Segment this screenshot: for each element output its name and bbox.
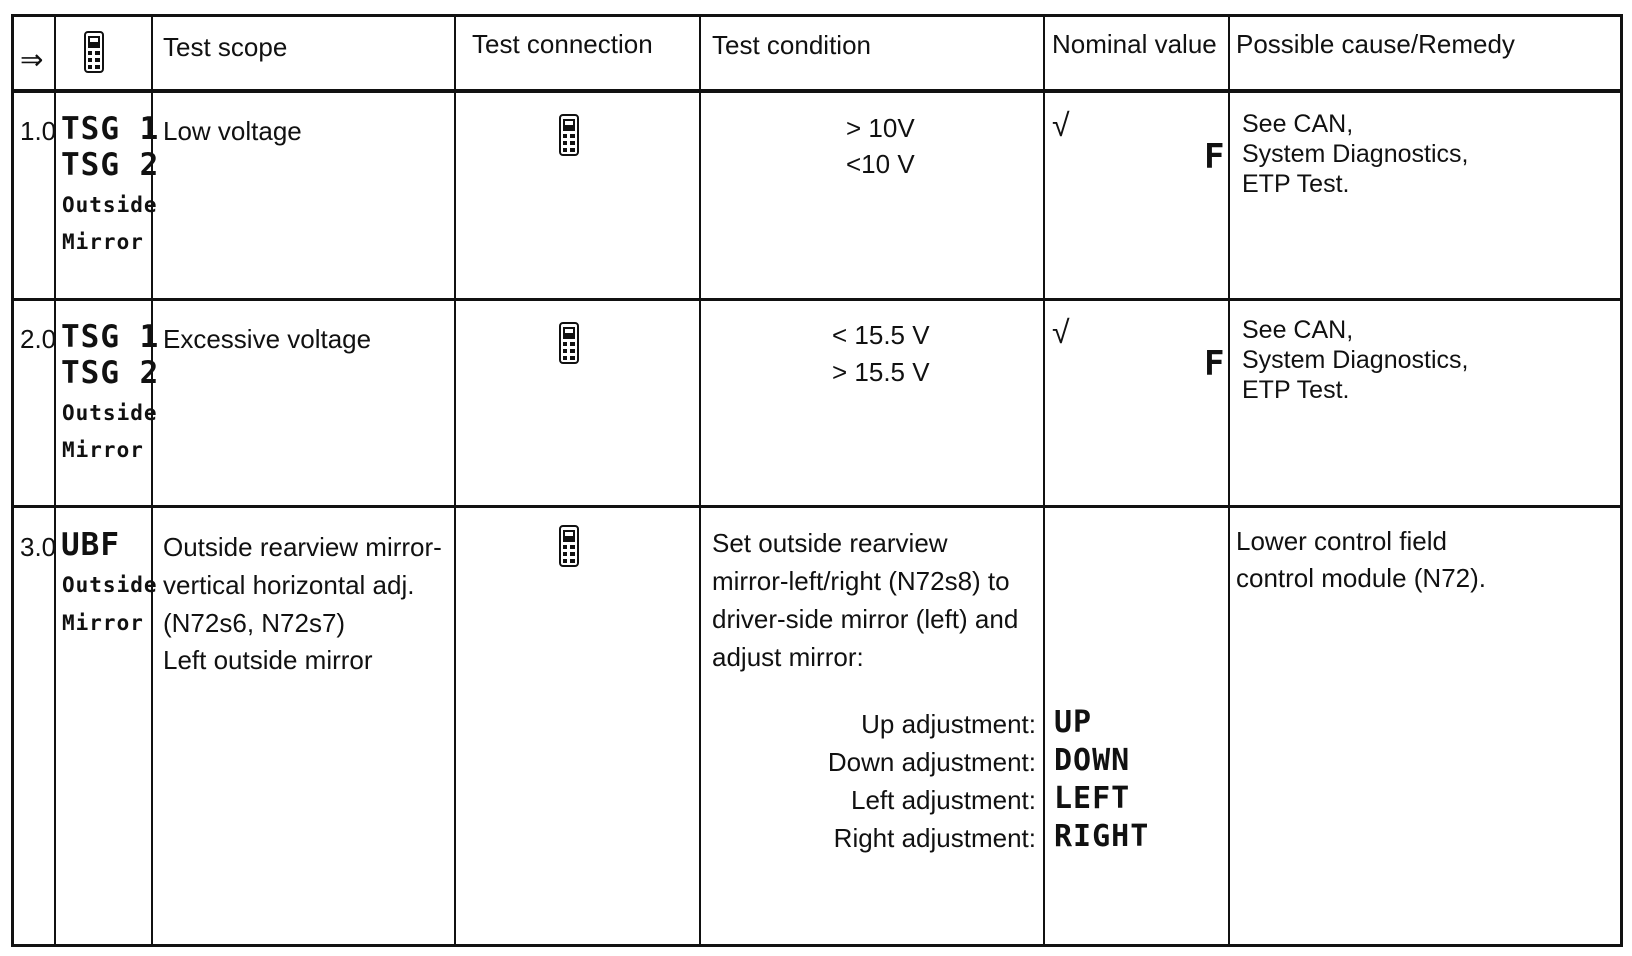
row-number: 1.0 bbox=[20, 116, 57, 146]
test-scope: Excessive voltage bbox=[163, 324, 372, 354]
remedy-line: System Diagnostics, bbox=[1242, 346, 1469, 374]
header-arrow: ⇒ bbox=[20, 44, 44, 75]
display-line: TSG 2 bbox=[61, 355, 160, 391]
display-line: Outside bbox=[62, 573, 158, 597]
nominal-fault-indicator: F bbox=[1204, 137, 1226, 177]
adjustment-labels bbox=[700, 709, 1036, 869]
test-condition-line: adjust mirror: bbox=[712, 642, 864, 672]
display-line: TSG 2 bbox=[61, 147, 160, 183]
test-condition: > 10V bbox=[846, 113, 915, 143]
header-test-scope: Test scope bbox=[163, 32, 288, 62]
remedy-line: System Diagnostics, bbox=[1242, 140, 1469, 168]
remedy-line: See CAN, bbox=[1242, 110, 1354, 138]
nominal-check: √ bbox=[1052, 107, 1070, 143]
row-divider bbox=[14, 505, 1620, 508]
adjustment-display-value: RIGHT bbox=[1054, 819, 1150, 854]
header-nominal-value: Nominal value bbox=[1052, 29, 1217, 59]
test-condition: < 15.5 V bbox=[832, 320, 930, 350]
test-scope-line: Left outside mirror bbox=[163, 645, 373, 675]
test-condition-line: Set outside rearview bbox=[712, 528, 948, 558]
diagnostic-table bbox=[11, 14, 1623, 947]
col-divider bbox=[454, 17, 456, 944]
row-divider bbox=[14, 298, 1620, 301]
display-line: TSG 1 bbox=[61, 319, 160, 355]
display-line: Mirror bbox=[62, 230, 144, 254]
test-condition: <10 V bbox=[846, 149, 915, 179]
test-scope: Low voltage bbox=[163, 116, 302, 146]
remedy-line: ETP Test. bbox=[1242, 170, 1350, 198]
adjustment-label: Right adjustment: bbox=[833, 823, 1036, 853]
display-line: Outside bbox=[62, 193, 158, 217]
tester-icon bbox=[559, 525, 579, 575]
row-number: 2.0 bbox=[20, 324, 57, 354]
display-line: Outside bbox=[62, 401, 158, 425]
adjustment-display-value: UP bbox=[1054, 705, 1093, 740]
row-number: 3.0 bbox=[20, 532, 57, 562]
display-line: Mirror bbox=[62, 611, 144, 635]
display-line: Mirror bbox=[62, 438, 144, 462]
header-test-condition: Test condition bbox=[712, 30, 871, 60]
nominal-check: √ bbox=[1052, 314, 1070, 350]
test-scope-line: (N72s6, N72s7) bbox=[163, 608, 346, 638]
col-divider bbox=[54, 17, 56, 944]
test-condition-line: mirror-left/right (N72s8) to bbox=[712, 566, 1010, 596]
adjustment-label: Left adjustment: bbox=[851, 785, 1036, 815]
remedy-line: See CAN, bbox=[1242, 316, 1354, 344]
display-line: UBF bbox=[61, 527, 120, 563]
col-divider bbox=[1228, 17, 1230, 944]
adjustment-display-value: LEFT bbox=[1054, 781, 1131, 816]
header-divider bbox=[14, 89, 1620, 93]
display-line: TSG 1 bbox=[61, 111, 160, 147]
tester-icon bbox=[84, 31, 104, 81]
remedy-line: ETP Test. bbox=[1242, 376, 1350, 404]
tester-icon bbox=[559, 114, 579, 164]
nominal-fault-indicator: F bbox=[1204, 344, 1226, 384]
test-condition-line: driver-side mirror (left) and bbox=[712, 604, 1019, 634]
header-test-connection: Test connection bbox=[472, 29, 653, 59]
test-scope-line: Outside rearview mirror- bbox=[163, 532, 442, 562]
adjustment-label: Up adjustment: bbox=[861, 709, 1036, 739]
tester-icon bbox=[559, 322, 579, 372]
remedy-line: control module (N72). bbox=[1236, 563, 1486, 593]
header-possible-cause: Possible cause/Remedy bbox=[1236, 29, 1515, 59]
remedy-line: Lower control field bbox=[1236, 526, 1447, 556]
test-condition: > 15.5 V bbox=[832, 357, 930, 387]
adjustment-display-value: DOWN bbox=[1054, 743, 1131, 778]
test-scope-line: vertical horizontal adj. bbox=[163, 570, 415, 600]
adjustment-label: Down adjustment: bbox=[827, 747, 1036, 777]
col-divider bbox=[1043, 17, 1045, 944]
